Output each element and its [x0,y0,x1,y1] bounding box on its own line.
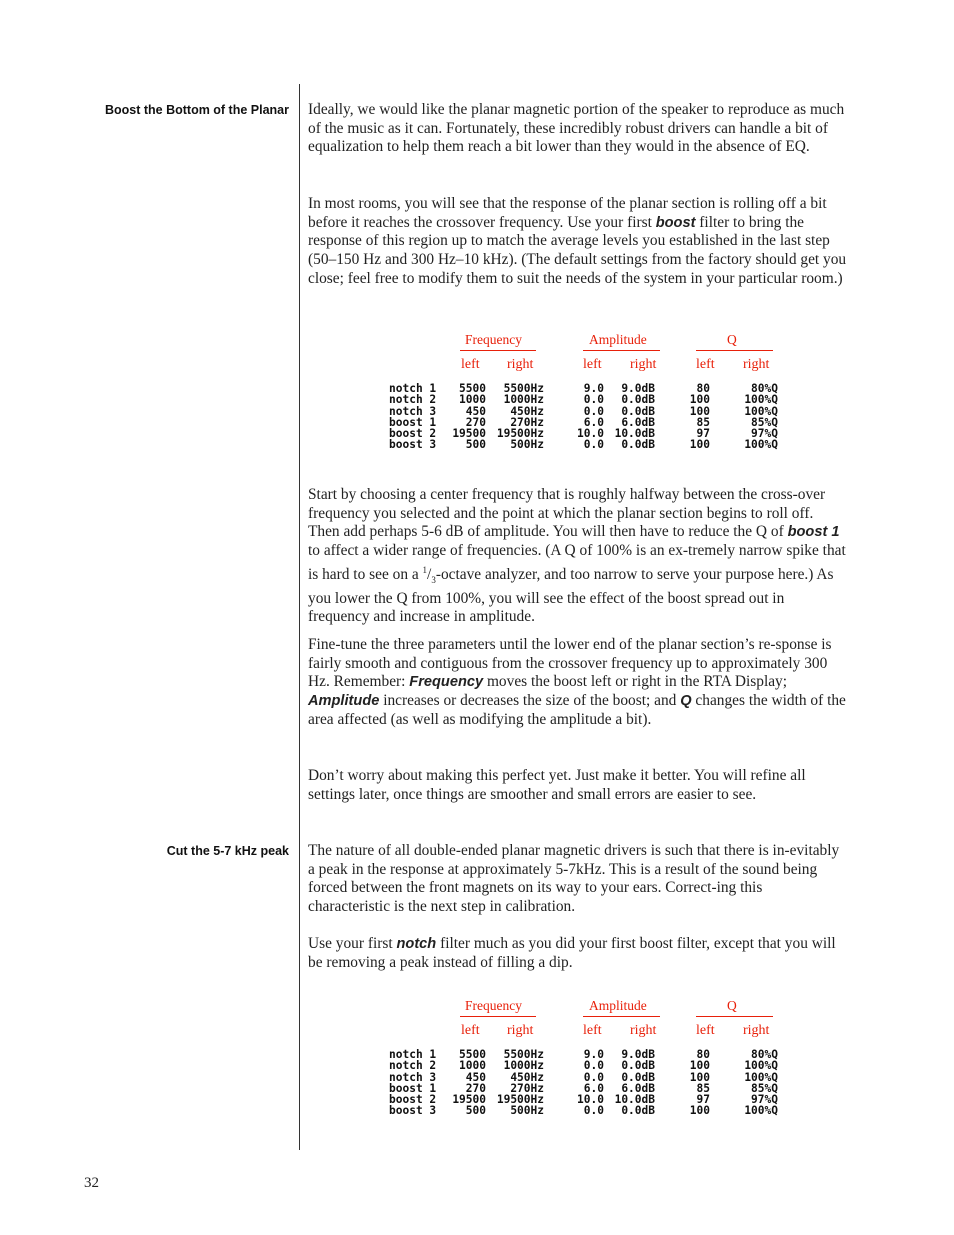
subheader-right: right [630,357,657,372]
text-span: to affect a wider range of frequencies. (A Q of 100% is an ex-tremely narrow spike that is hard to see on a [308,542,846,583]
filter-name: notch 2 [389,1059,437,1073]
cell: 450 [465,404,486,418]
filter-name: boost 1 [389,415,437,429]
fraction-numerator: 1 [422,564,428,575]
header-frequency: Frequency [465,998,522,1013]
header-amplitude: Amplitude [589,332,647,347]
eq-settings-table-1 [385,332,795,462]
fraction-one-third: $^1/_3$ [422,564,436,586]
eq-settings-table-2 [385,998,795,1128]
filter-name: boost 3 [389,1104,437,1118]
cell: 97 [696,427,710,441]
cell: 6.0 [583,1081,604,1095]
text-span: Fine-tune the three parameters until the lower end of the planar section’s re-sponse is fairly smooth and contiguous from the crossover frequency up to approximately 300 Hz. Remember: [308,636,832,691]
paragraph-notch [308,935,848,972]
cell: 270Hz [510,1081,544,1095]
section-heading-boost-planar: Boost the Bottom of the Planar [104,103,289,117]
subheader-right: right [743,1023,770,1038]
cell: 6.0 [583,415,604,429]
text-span: changes the width of the area affected (as well as modifying the amplitude a bit). [308,692,846,728]
subheader-right: right [630,1023,657,1038]
cell: 6.0dB [621,1081,655,1095]
cell: 1000Hz [503,1059,544,1073]
paragraph-dont-worry: Don’t worry about making this perfect yet. Just make it better. You will refine all settings later, once things are smoother and small errors are easier to see. [308,767,806,803]
table-row [389,439,778,450]
emphasis-boost-1: boost 1 [787,524,840,541]
cell: 80%Q [751,382,778,395]
cell: 500 [465,1104,486,1118]
paragraph-planar-peak: The nature of all double-ended planar magnetic drivers is such that there is in-evitably a peak in the response at approximately 5-7kHz. This is a result of the sound being forced between the front magnets on its way to your ears. Correct-ing this characteristic is the next step in calibration. [308,842,840,916]
text-span: increases or decreases the size of the boost; and [379,692,681,710]
text-span: -octave analyzer, and too narrow to serve your purpose here.) As you lower the Q from 100%, you will see the effect of the boost spread out in frequency and increase in amplitude. [308,565,834,626]
cell: 19500Hz [496,1093,544,1107]
subheader-left: left [583,357,602,372]
text-span: filter to bring the response of this region up to match the average levels you established in the last step (50–150 Hz and 300 Hz–10 kHz). (The default settings from the factory should get you close; feel free to modify them to suit the needs of the system in your particular room.) [308,213,847,287]
header-underline [460,350,536,351]
cell: 10.0 [577,1093,604,1107]
filter-name: boost 2 [389,1093,437,1107]
header-underline [583,1016,660,1017]
filter-name: boost 1 [389,1081,437,1095]
cell: 97%Q [751,1093,778,1107]
filter-name: notch 2 [389,393,437,407]
cell: 97 [696,1093,710,1107]
section-heading-cut-peak: Cut the 5-7 kHz peak [166,844,289,858]
table-row [389,1060,778,1071]
cell: 0.0dB [621,393,655,407]
subheader-right: right [507,357,534,372]
vertical-rule [299,84,300,1150]
cell: 100%Q [744,1104,778,1118]
filter-name: boost 3 [389,438,437,452]
cell: 80 [696,1048,710,1061]
table-row [389,1105,778,1116]
cell: 100%Q [744,438,778,452]
cell: 500Hz [510,1104,544,1118]
subheader-right: right [743,357,770,372]
cell: 85%Q [751,415,778,429]
filter-name: notch 1 [389,382,437,395]
cell: 0.0 [583,393,604,407]
cell: 19500 [452,1093,486,1107]
emphasis-amplitude: Amplitude [308,693,380,710]
cell: 1000 [459,393,486,407]
subheader-right: right [507,1023,534,1038]
cell: 1000 [459,1059,486,1073]
cell: 9.0 [583,1048,604,1061]
cell: 100 [689,1104,710,1118]
cell: 500Hz [510,438,544,452]
cell: 85 [696,1081,710,1095]
paragraph-fine-tune [308,636,848,730]
cell: 0.0 [583,438,604,452]
cell: 450Hz [510,404,544,418]
cell: 100%Q [744,1070,778,1084]
cell: 500 [465,438,486,452]
table-row [389,394,778,405]
header-amplitude: Amplitude [589,998,647,1013]
header-underline [696,350,773,351]
cell: 85%Q [751,1081,778,1095]
emphasis-boost: boost [655,214,696,231]
cell: 100 [689,404,710,418]
cell: 5500 [459,382,486,395]
cell: 1000Hz [503,393,544,407]
header-underline [583,350,660,351]
cell: 10.0 [577,427,604,441]
cell: 10.0dB [614,1093,655,1107]
filter-name: notch 3 [389,404,437,418]
paragraph-center-frequency [308,486,848,627]
cell: 5500Hz [503,1048,544,1061]
eq-values-table [389,383,778,451]
cell: 80 [696,382,710,395]
cell: 0.0 [583,1104,604,1118]
filter-name: boost 2 [389,427,437,441]
cell: 0.0dB [621,1104,655,1118]
cell: 0.0dB [621,404,655,418]
cell: 10.0dB [614,427,655,441]
cell: 100 [689,1070,710,1084]
subheader-left: left [461,1023,480,1038]
cell: 0.0dB [621,1059,655,1073]
cell: 270 [465,415,486,429]
cell: 100%Q [744,393,778,407]
cell: 6.0dB [621,415,655,429]
cell: 5500 [459,1048,486,1061]
paragraph-rolloff [308,195,848,289]
header-underline [696,1016,773,1017]
cell: 5500Hz [503,382,544,395]
cell: 100 [689,438,710,452]
cell: 100 [689,393,710,407]
cell: 9.0dB [621,1048,655,1061]
text-span: moves the boost left or right in the RTA Display; [483,673,788,691]
filter-name: notch 1 [389,1048,437,1061]
header-q: Q [727,332,737,347]
subheader-left: left [583,1023,602,1038]
header-underline [460,1016,536,1017]
cell: 9.0dB [621,382,655,395]
text-span: Use your first [308,935,397,952]
page-number: 32 [84,1175,99,1191]
emphasis-frequency: Frequency [409,674,484,691]
cell: 0.0 [583,1059,604,1073]
cell: 19500 [452,427,486,441]
header-q: Q [727,998,737,1013]
cell: 100 [689,1059,710,1073]
cell: 85 [696,415,710,429]
cell: 270Hz [510,415,544,429]
emphasis-notch: notch [396,936,437,952]
cell: 0.0 [583,1070,604,1084]
eq-values-table [389,1049,778,1117]
cell: 19500Hz [496,427,544,441]
emphasis-q: Q [680,693,692,710]
subheader-left: left [461,357,480,372]
cell: 97%Q [751,427,778,441]
cell: 100%Q [744,1059,778,1073]
cell: 0.0dB [621,1070,655,1084]
text-span: In most rooms, you will see that the response of the planar section is rolling off a bit before it reaches the crossover frequency. Use your first [308,195,827,231]
filter-name: notch 3 [389,1070,437,1084]
subheader-left: left [696,1023,715,1038]
cell: 270 [465,1081,486,1095]
cell: 100%Q [744,404,778,418]
header-frequency: Frequency [465,332,522,347]
fraction-denominator: 3 [431,575,436,586]
subheader-left: left [696,357,715,372]
cell: 0.0 [583,404,604,418]
cell: 0.0dB [621,438,655,452]
cell: 450Hz [510,1070,544,1084]
cell: 450 [465,1070,486,1084]
paragraph-intro: Ideally, we would like the planar magnetic portion of the speaker to reproduce as much of the music as it can. Fortunately, these incredibly robust drivers can handle a bit of equalization to help them reach a bit lower than they would in the absence of EQ. [308,101,845,156]
text-span: filter much as you did your first boost filter, except that you will be removing a peak instead of filling a dip. [308,935,836,971]
cell: 80%Q [751,1048,778,1061]
cell: 9.0 [583,382,604,395]
text-span: Start by choosing a center frequency that is roughly halfway between the cross-over frequency you selected and the point at which the planar section begins to roll off. Then add perhaps 5-6 dB of amplitude. You will then have to reduce the Q of [308,486,826,541]
